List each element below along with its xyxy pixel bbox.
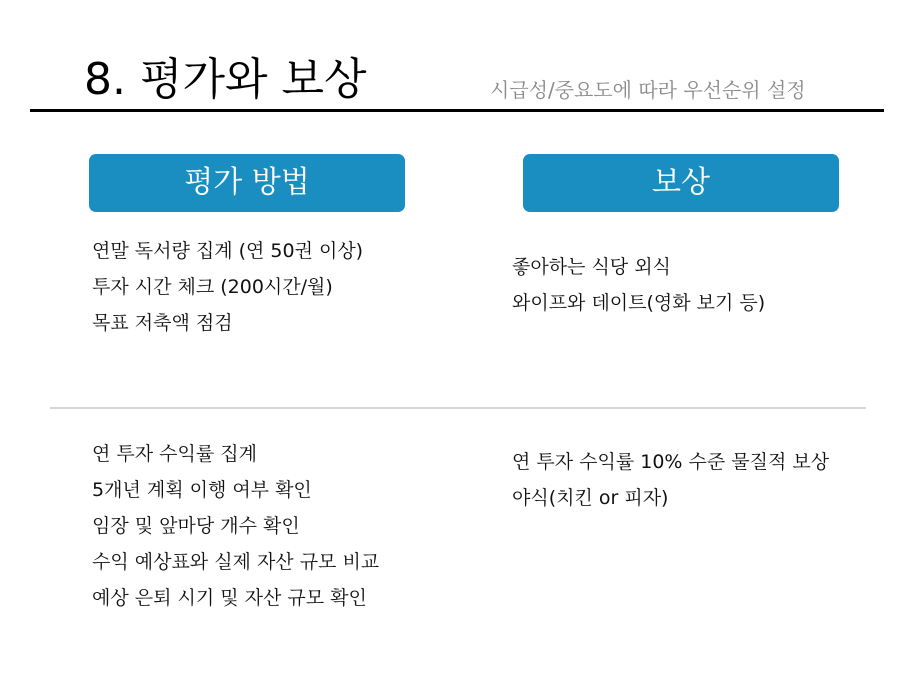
evaluation-header: 평가 방법 bbox=[89, 154, 405, 212]
evaluation-item: 투자 시간 체크 (200시간/월) bbox=[92, 276, 333, 298]
evaluation-item: 예상 은퇴 시기 및 자산 규모 확인 bbox=[92, 587, 367, 609]
reward-header: 보상 bbox=[523, 154, 839, 212]
reward-item: 야식(치킨 or 피자) bbox=[512, 487, 669, 509]
evaluation-list-2 bbox=[92, 436, 379, 616]
evaluation-item: 수익 예상표와 실제 자산 규모 비교 bbox=[92, 551, 380, 573]
title-underline bbox=[30, 109, 884, 112]
evaluation-item: 연말 독서량 집계 (연 50권 이상) bbox=[92, 240, 364, 262]
evaluation-item: 5개년 계획 이행 여부 확인 bbox=[92, 479, 312, 501]
slide-title: 8. 평가와 보상 bbox=[84, 54, 367, 105]
reward-list-1 bbox=[512, 249, 765, 321]
slide-subtitle: 시급성/중요도에 따라 우선순위 설정 bbox=[490, 78, 806, 102]
evaluation-list-1 bbox=[92, 233, 363, 341]
reward-list-2 bbox=[512, 444, 829, 516]
reward-item: 연 투자 수익률 10% 수준 물질적 보상 bbox=[512, 451, 830, 473]
section-divider bbox=[50, 407, 866, 409]
reward-item: 좋아하는 식당 외식 bbox=[512, 256, 671, 278]
evaluation-item: 연 투자 수익률 집계 bbox=[92, 443, 257, 465]
reward-item: 와이프와 데이트(영화 보기 등) bbox=[512, 292, 766, 314]
evaluation-item: 임장 및 앞마당 개수 확인 bbox=[92, 515, 300, 537]
evaluation-item: 목표 저축액 점검 bbox=[92, 312, 233, 334]
